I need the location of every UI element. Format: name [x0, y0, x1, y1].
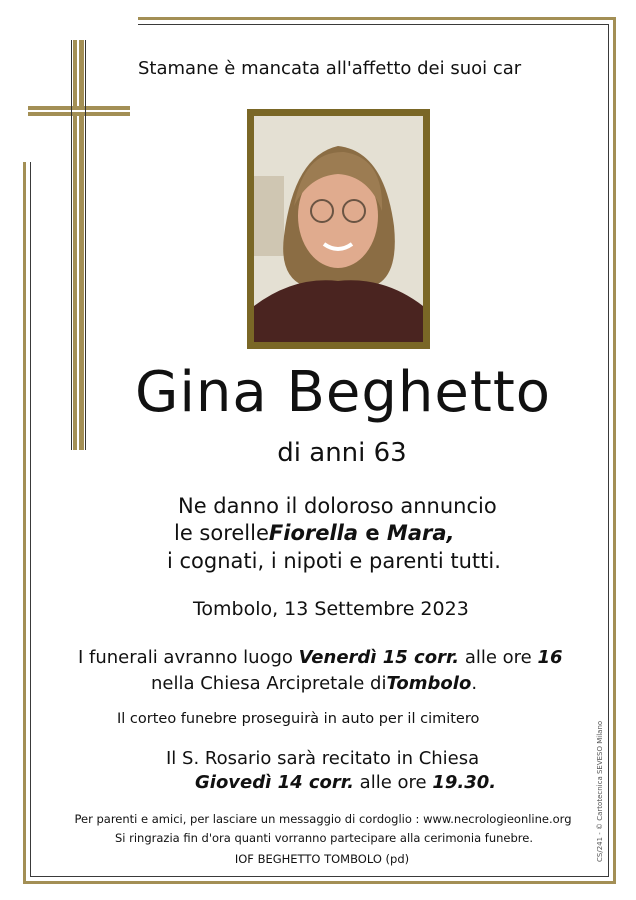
church-place: Tombolo — [386, 673, 472, 694]
funeral-mid: alle ore — [459, 647, 538, 668]
rosary-day: Giovedì 14 corr. — [195, 772, 354, 793]
funeral-line-1 — [78, 647, 563, 668]
photo-frame — [247, 109, 430, 349]
portrait-illustration — [254, 116, 423, 342]
rosary-mid: alle ore — [353, 772, 433, 793]
portrait-photo — [254, 116, 423, 342]
funeral-hour: 16 — [537, 647, 563, 668]
deceased-name: Gina Beghetto — [134, 360, 552, 425]
printer-mark: CS/241 - © Cartotecnica SEVESO Milano — [596, 720, 604, 862]
funeral-line-2 — [151, 673, 477, 694]
rosary-line-1: Il S. Rosario sarà recitato in Chiesa — [166, 748, 480, 769]
sister-name-1: Fiorella — [268, 521, 359, 545]
footer-agency-line: IOF BEGHETTO TOMBOLO (pd) — [234, 852, 410, 866]
funeral-day: Venerdì 15 corr. — [298, 647, 460, 668]
announcement-prefix: le sorelle — [174, 521, 269, 545]
rosary-line-2 — [195, 772, 496, 793]
church-text: nella Chiesa Arcipretale di — [151, 673, 387, 694]
comma: , — [446, 521, 455, 545]
funeral-prefix: I funerali avranno luogo — [78, 647, 299, 668]
intro-text: Stamane è mancata all'affetto dei suoi car — [138, 58, 522, 79]
footer-message-line: Per parenti e amici, per lasciare un messaggio di cordoglio : www.necrologieonline.org — [74, 812, 572, 826]
period: . — [471, 673, 478, 694]
rosary-hour: 19.30. — [432, 772, 497, 793]
corteo-text: Il corteo funebre proseguirà in auto per il cimitero — [117, 711, 480, 727]
announcement-line-2 — [174, 521, 455, 545]
and-word: e — [358, 521, 387, 545]
place-date: Tombolo, 13 Settembre 2023 — [193, 598, 469, 620]
age-line: di anni 63 — [277, 438, 407, 468]
announcement-line-3: i cognati, i nipoti e parenti tutti. — [167, 549, 501, 573]
footer-thanks-line: Si ringrazia fin d'ora quanti vorranno partecipare alla cerimonia funebre. — [114, 831, 533, 845]
announcement-line-1: Ne danno il doloroso annuncio — [178, 494, 497, 518]
sister-name-2: Mara — [386, 521, 447, 545]
